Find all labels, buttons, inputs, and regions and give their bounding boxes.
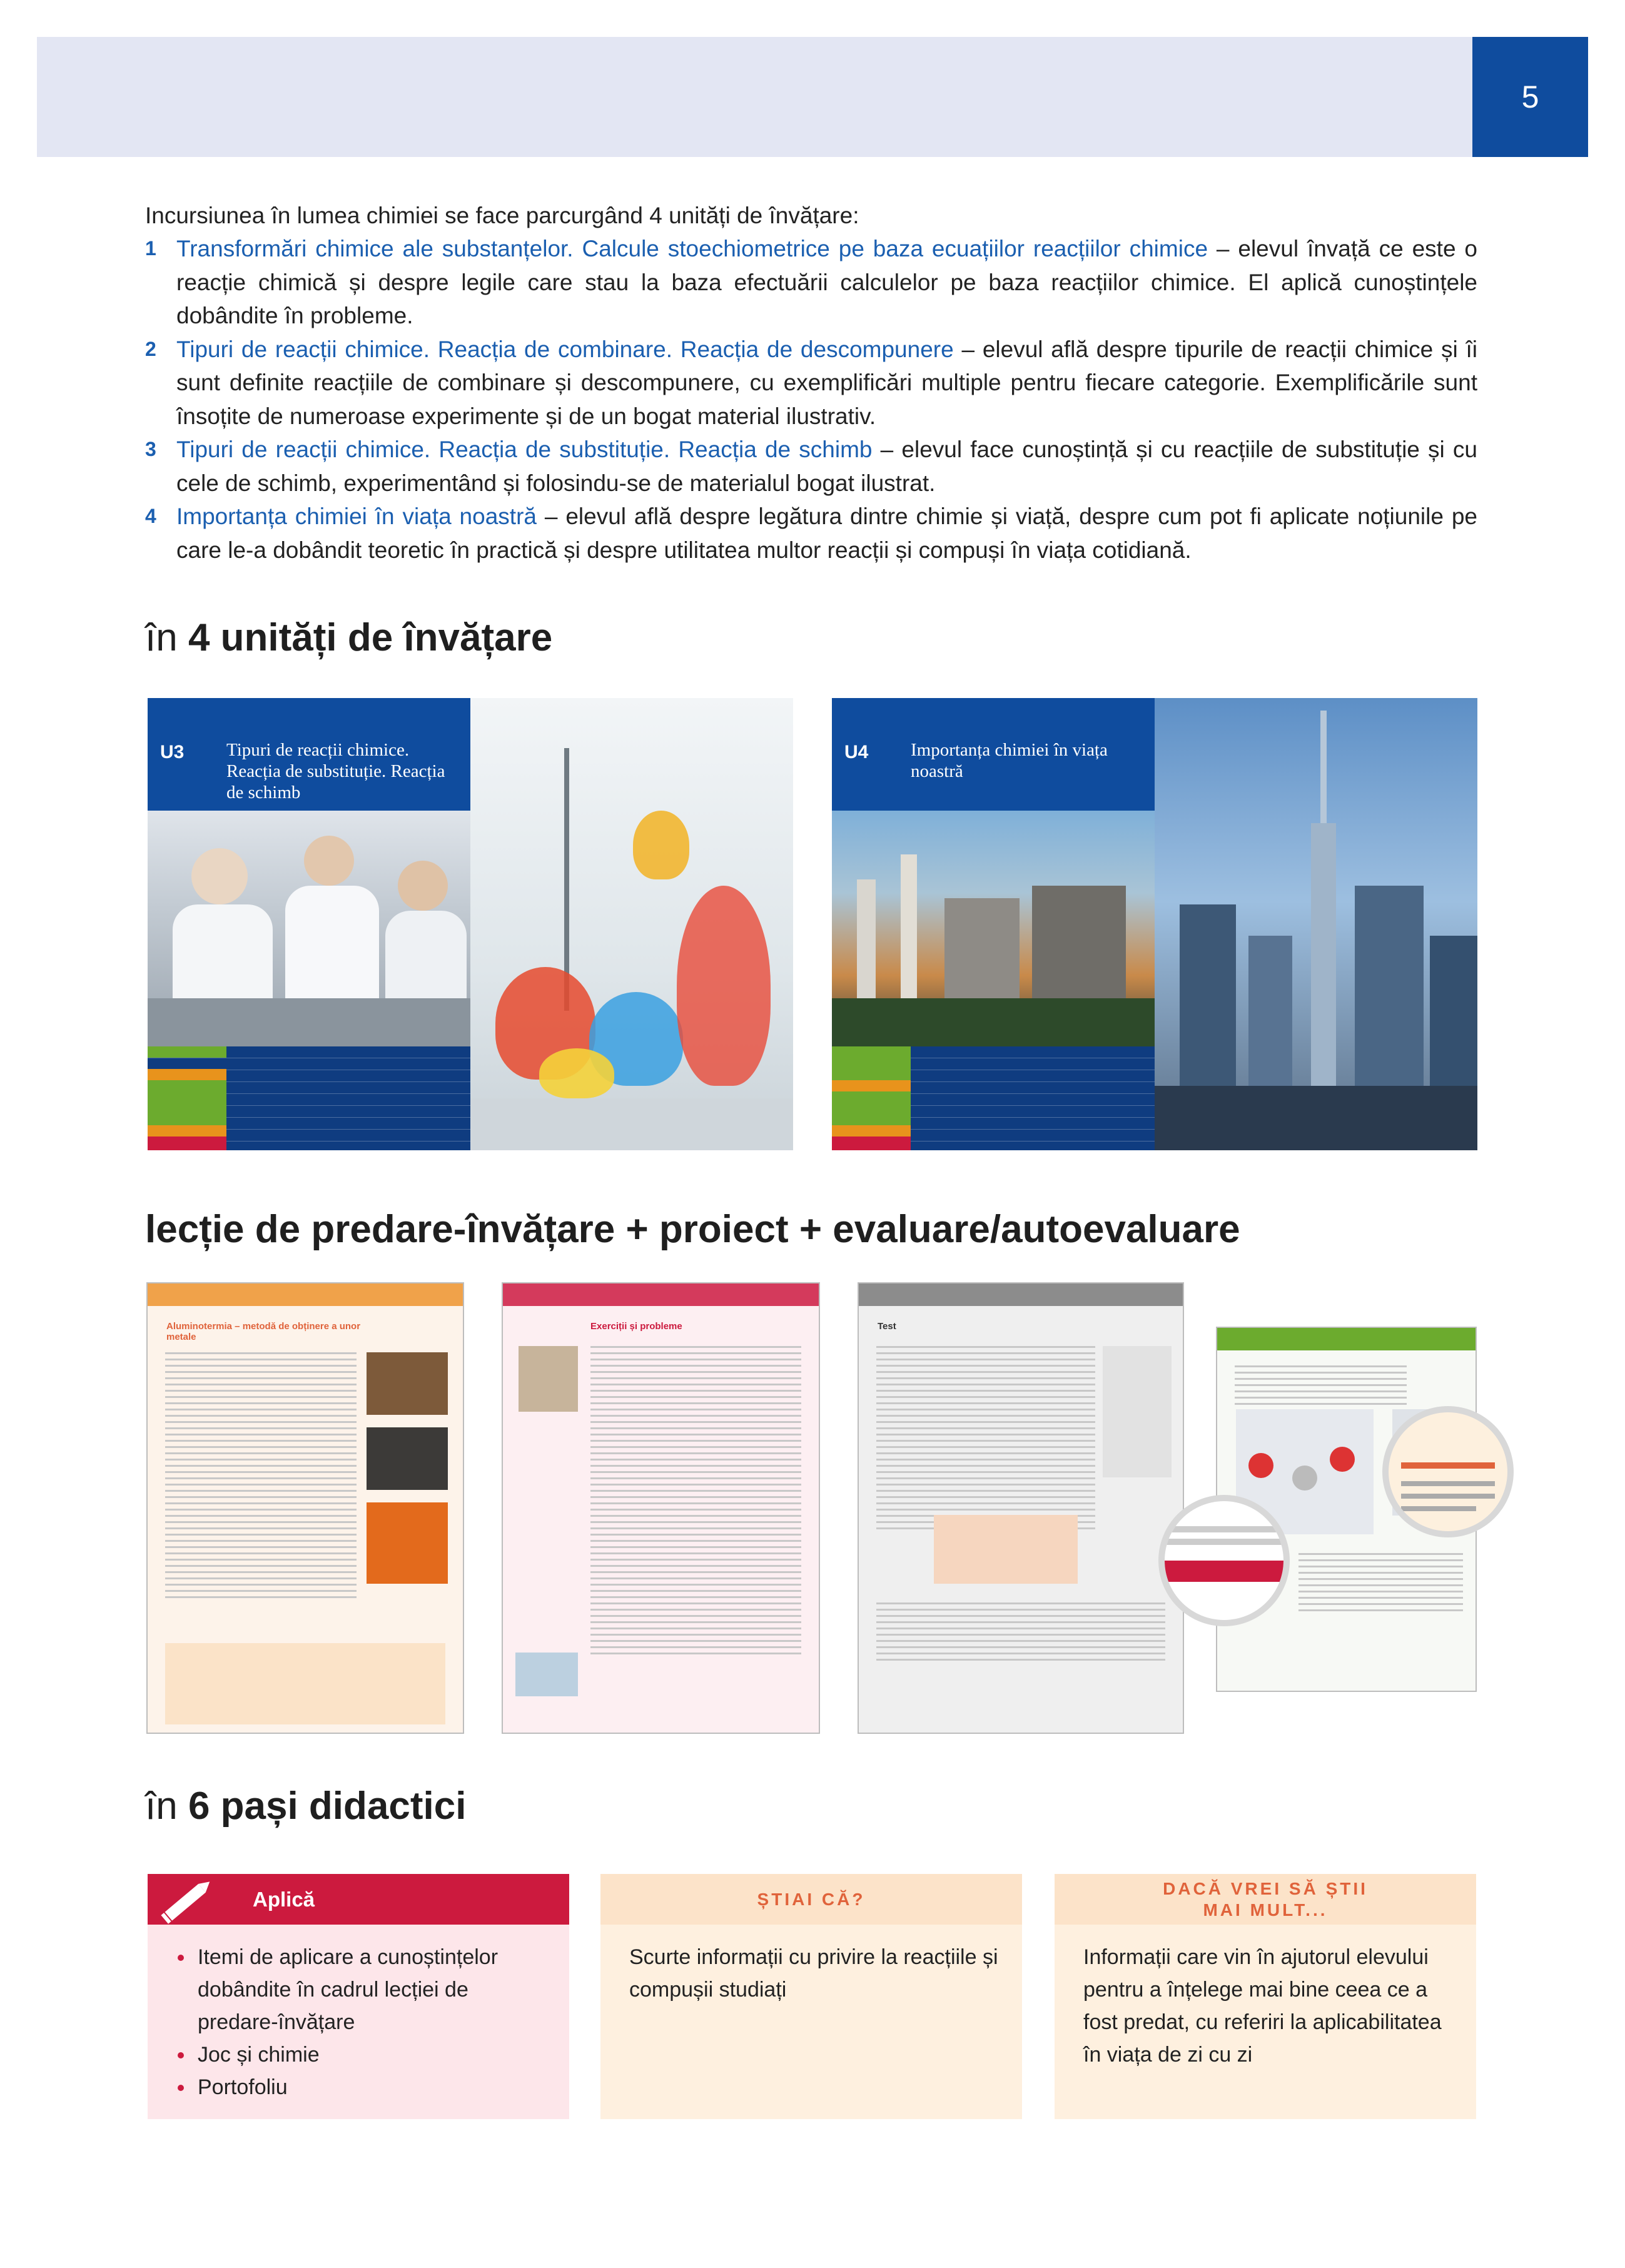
box-aplica xyxy=(148,1874,569,2119)
pencil-icon xyxy=(148,1874,228,1925)
unit-description: – elevul află despre legătura dintre chimie și viață, despre cum pot fi aplicate noțiunile pe care le-a dobândit teoretic în practică și despre utilitatea multor reacții și compuși în viața cotidiană. xyxy=(176,504,1477,563)
unit-spread-title: Tipuri de reacții chimice. Reacția de substituție. Reacția de schimb xyxy=(226,740,445,802)
box-daca-vrei xyxy=(1055,1874,1476,2119)
thumbnail-title: Test xyxy=(878,1321,896,1332)
box-stiai-ca xyxy=(600,1874,1022,2119)
list-item: Joc și chimie xyxy=(175,2038,544,2071)
spread-left-page xyxy=(148,698,470,1150)
list-item: 3 Tipuri de reacții chimice. Reacția de substituție. Reacția de schimb – elevul face cunoștință și cu reacțiile de substituție și cu cele de schimb, experimentând și folosindu-se de materialul bogat ilustrat. xyxy=(145,437,1477,496)
list-item: 1 Transformări chimice ale substanțelor. Calcule stoechiometrice pe baza ecuațiilor reacțiilor chimice – elevul învață ce este o reacție chimică și despre legile care stau la baza efectuării calculelor pe baza reacțiilor chimice. El aplică cunoștințele dobândite în probleme. xyxy=(145,236,1478,328)
page-thumbnail-exercises xyxy=(503,1283,819,1733)
lab-photo xyxy=(148,811,470,1046)
magnifier-aplica xyxy=(1165,1501,1283,1620)
box-title: ȘTIAI CĂ? xyxy=(757,1889,866,1909)
box-title: Aplică xyxy=(253,1887,315,1911)
book-spread-u3 xyxy=(148,698,793,1150)
section-title-units: în 4 unități de învățare xyxy=(145,616,553,659)
box-text: Informații care vin în ajutorul elevului pentru a înțelege mai bine ceea ce a fost predat, cu referiri la aplicabilitatea în viața de zi cu zi xyxy=(1083,1945,1442,2067)
unit-table-of-contents xyxy=(148,1046,470,1150)
unit-title: Importanța chimiei în viața noastră xyxy=(176,504,537,529)
section-title-lesson: lecție de predare-învățare + proiect + evaluare/autoevaluare xyxy=(145,1208,1240,1251)
unit-title: Transformări chimice ale substanțelor. Calcule stoechiometrice pe baza ecuațiilor reacțiilor chimice xyxy=(176,236,1208,261)
unit-description: – elevul învață ce este o reacție chimică și despre legile care stau la baza efectuării calculelor pe baza reacțiilor chimice. El aplică cunoștințele dobândite în probleme. xyxy=(176,236,1478,328)
unit-title: Tipuri de reacții chimice. Reacția de substituție. Reacția de schimb xyxy=(176,437,873,462)
dubai-skyline-photo xyxy=(1155,698,1477,1150)
page-thumbnail-lesson xyxy=(148,1283,463,1733)
list-item: 2 Tipuri de reacții chimice. Reacția de combinare. Reacția de descompunere – elevul află despre tipurile de reacții chimice și îi sunt definite reacțiile de combinare și descompunere, cu exemplificări multiple pentru fiecare categorie. Exemplificările sunt însoțite de numeroase experimente și de un bogat material ilustrativ. xyxy=(145,336,1477,429)
list-item: Itemi de aplicare a cunoștințelor dobândite în cadrul lecției de predare-învățare xyxy=(175,1941,544,2038)
unit-tag: U4 xyxy=(844,742,869,762)
book-spread-u4 xyxy=(832,698,1477,1150)
box-text: Scurte informații cu privire la reacțiile și compușii studiați xyxy=(629,1945,998,2002)
header-band xyxy=(37,37,1588,157)
magnifier-stiai xyxy=(1389,1412,1507,1531)
unit-title: Tipuri de reacții chimice. Reacția de combinare. Reacția de descompunere xyxy=(176,336,954,362)
unit-spread-title: Importanța chimiei în viața noastră xyxy=(911,740,1108,781)
list-item: Portofoliu xyxy=(175,2071,544,2103)
unit-description: – elevul face cunoștință și cu reacțiile de substituție și cu cele de schimb, experimentând și folosindu-se de materialul bogat ilustrat. xyxy=(176,437,1477,496)
unit-tag: U3 xyxy=(160,742,185,762)
spread-right-page xyxy=(470,698,793,1150)
spread-left-page xyxy=(832,698,1155,1150)
section-title-steps: în 6 pași didactici xyxy=(145,1785,467,1828)
industrial-city-photo xyxy=(832,811,1155,1046)
units-list xyxy=(145,232,1477,567)
unit-description: – elevul află despre tipurile de reacții chimice și îi sunt definite reacțiile de combinare și descompunere, cu exemplificări multiple pentru fiecare categorie. Exemplificările sunt însoțite de numeroase experimente și de un bogat material ilustrativ. xyxy=(176,336,1477,429)
page-number: 5 xyxy=(1472,37,1588,157)
list-item: 4 Importanța chimiei în viața noastră – elevul află despre legătura dintre chimie și viață, despre cum pot fi aplicate noțiunile pe care le-a dobândit teoretic în practică și despre utilitatea multor reacții și compuși în viața cotidiană. xyxy=(145,504,1477,563)
intro-text: Incursiunea în lumea chimiei se face parcurgând 4 unități de învățare: xyxy=(145,203,859,228)
box-title: DACĂ VREI SĂ ȘTII MAI MULT... xyxy=(1163,1878,1368,1920)
thumbnail-title: Exerciții și probleme xyxy=(590,1321,682,1332)
thumbnail-title: Aluminotermia – metodă de obținere a unor metale xyxy=(166,1321,361,1342)
unit-table-of-contents xyxy=(832,1046,1155,1150)
page-thumbnail-test xyxy=(859,1283,1183,1733)
